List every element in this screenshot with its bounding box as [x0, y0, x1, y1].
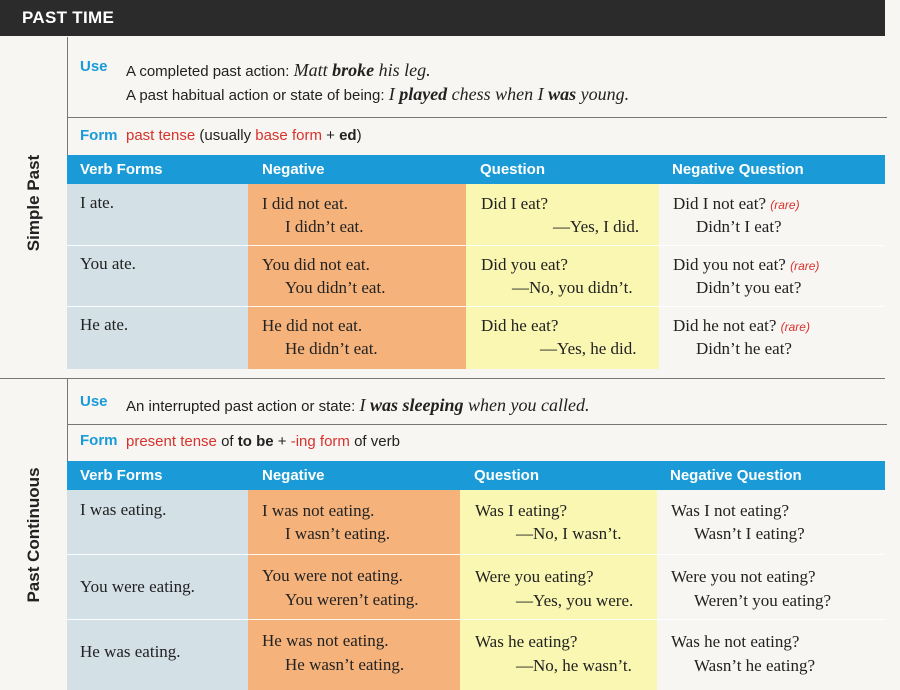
use-key: Use: [80, 393, 108, 410]
table-cell: He didn’t eat.: [285, 339, 378, 358]
table-cell: Didn’t I eat?: [696, 217, 782, 236]
row-divider: [67, 245, 885, 246]
section-divider: [0, 378, 885, 379]
row-divider: [67, 554, 885, 555]
form-text: present tense of to be + -ing form of verb: [126, 433, 400, 450]
table-cell: Was he not eating?: [671, 632, 800, 651]
table-cell: Wasn’t he eating?: [694, 656, 816, 675]
simple-past-side: [0, 37, 68, 369]
header-negative-question: Negative Question: [670, 467, 802, 484]
table-cell: I ate.: [80, 193, 114, 212]
table-cell: —Yes, he did.: [540, 339, 637, 358]
form-key: Form: [80, 432, 118, 449]
use-key: Use: [80, 58, 108, 75]
row-divider: [67, 306, 885, 307]
table-cell: —No, I wasn’t.: [516, 524, 622, 543]
table-cell: Was I eating?: [475, 501, 568, 520]
table-cell: Didn’t you eat?: [696, 278, 802, 297]
past-continuous-label: Past Continuous: [24, 466, 43, 603]
table-cell: He was not eating.: [262, 631, 389, 650]
table-cell: Did you not eat? (rare): [673, 255, 820, 274]
table-cell: You did not eat.: [262, 255, 370, 274]
header-verb-forms: Verb Forms: [80, 161, 163, 178]
table-cell: —No, you didn’t.: [512, 278, 633, 297]
use-line-1: A completed past action: Matt broke his leg.: [126, 60, 431, 80]
table-cell: Did I not eat? (rare): [673, 194, 800, 213]
table-cell: I didn’t eat.: [285, 217, 364, 236]
table-cell: You were eating.: [80, 577, 195, 596]
table-cell: You ate.: [80, 254, 136, 273]
header-negative: Negative: [262, 467, 325, 484]
section-header: [0, 0, 885, 36]
table-cell: You were not eating.: [262, 566, 403, 585]
table-cell: Weren’t you eating?: [694, 591, 832, 610]
divider: [67, 117, 887, 118]
table-cell: Was I not eating?: [671, 501, 790, 520]
table-cell: Did he eat?: [481, 316, 559, 335]
table-header: [67, 155, 885, 184]
use-line-2: A past habitual action or state of being: I played chess when I was young.: [126, 84, 630, 104]
table-cell: He was eating.: [80, 642, 181, 661]
table-cell: I was eating.: [80, 500, 167, 519]
table-cell: Didn’t he eat?: [696, 339, 792, 358]
table-cell: Were you eating?: [475, 567, 594, 586]
table-cell: —No, he wasn’t.: [516, 656, 632, 675]
header-title: PAST TIME: [22, 8, 115, 27]
table-cell: —Yes, I did.: [553, 217, 640, 236]
header-negative-question: Negative Question: [672, 161, 804, 178]
header-question: Question: [480, 161, 546, 178]
table-header: [67, 461, 885, 490]
header-verb-forms: Verb Forms: [80, 467, 163, 484]
table-cell: I was not eating.: [262, 501, 375, 520]
table-cell: Was he eating?: [475, 632, 578, 651]
table-cell: Did you eat?: [481, 255, 568, 274]
use-line: An interrupted past action or state: I was sleeping when you called.: [126, 395, 590, 415]
table-cell: He wasn’t eating.: [285, 655, 405, 674]
table-cell: You didn’t eat.: [285, 278, 386, 297]
table-cell: —Yes, you were.: [516, 591, 634, 610]
past-continuous-side: [0, 379, 68, 690]
divider: [67, 424, 887, 425]
simple-past-label: Simple Past: [24, 154, 43, 252]
table-cell: Did I eat?: [481, 194, 549, 213]
header-question: Question: [474, 467, 540, 484]
table-cell: I wasn’t eating.: [285, 524, 390, 543]
table-cell: He did not eat.: [262, 316, 363, 335]
table-cell: Wasn’t I eating?: [694, 524, 805, 543]
table-cell: Were you not eating?: [671, 567, 816, 586]
header-negative: Negative: [262, 161, 325, 178]
table-cell: You weren’t eating.: [285, 590, 419, 609]
row-divider: [67, 619, 885, 620]
table-cell: I did not eat.: [262, 194, 348, 213]
table-cell: Did he not eat? (rare): [673, 316, 810, 335]
form-text: past tense (usually base form + ed): [126, 127, 362, 144]
form-key: Form: [80, 127, 118, 144]
table-cell: He ate.: [80, 315, 129, 334]
